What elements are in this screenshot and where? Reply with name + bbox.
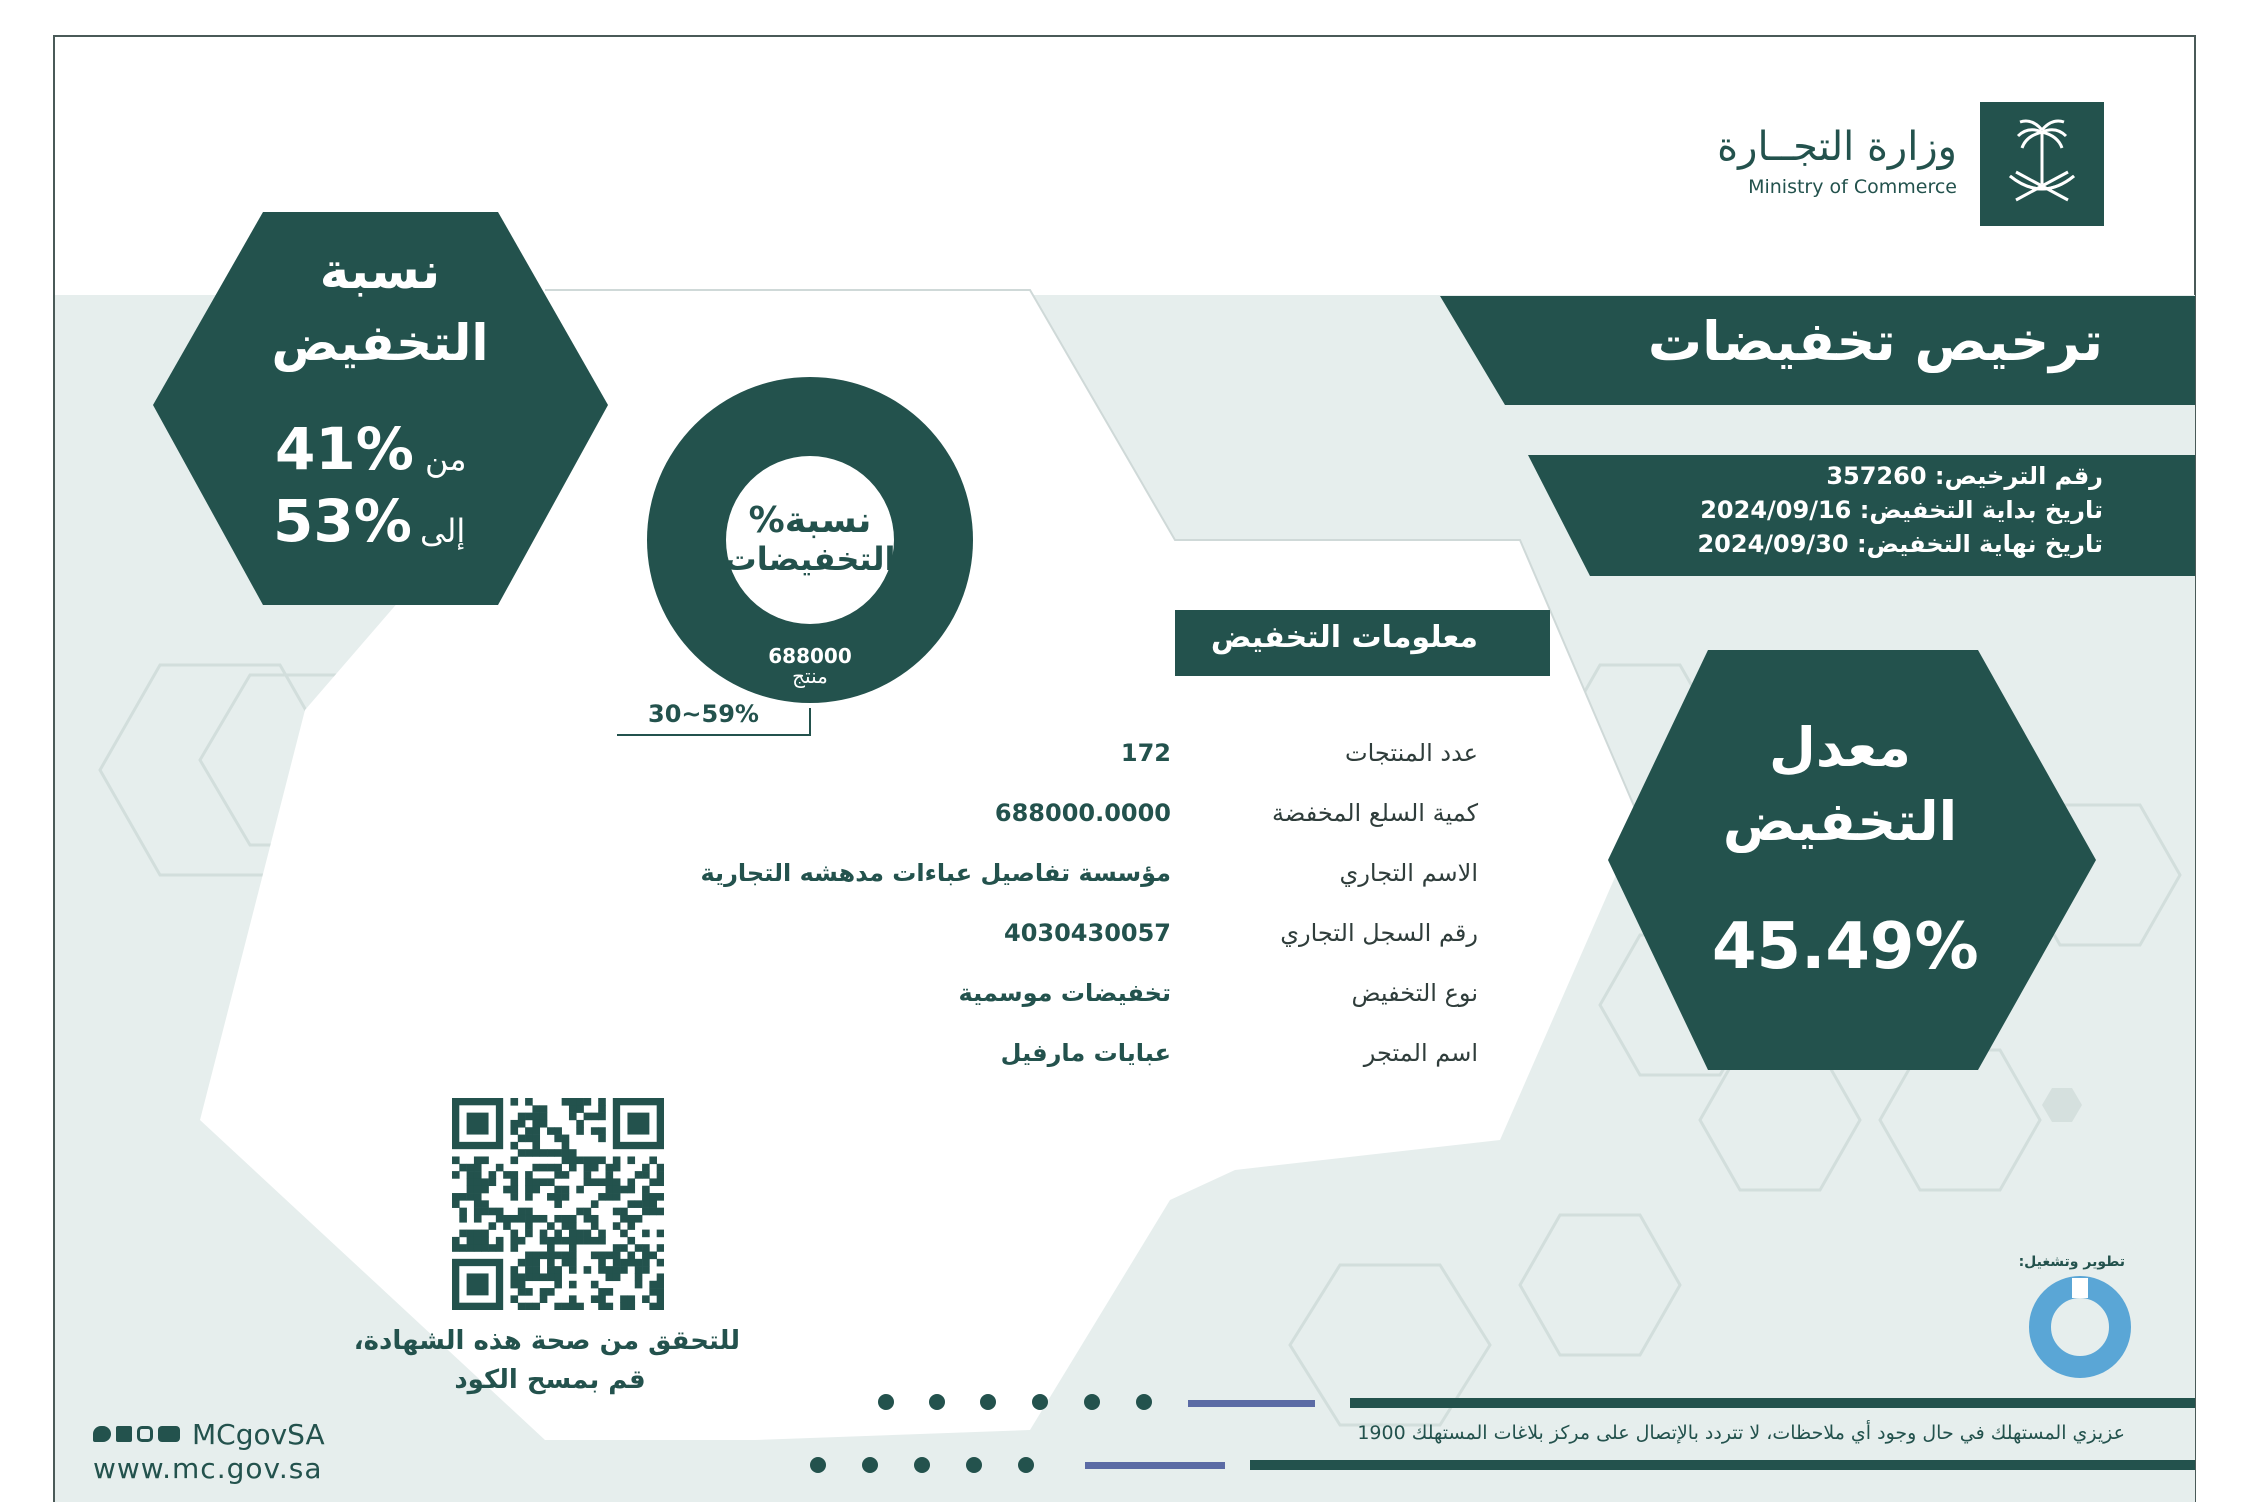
info-row-value: عبايات مارفيل	[1000, 1039, 1171, 1067]
info-row-label: كمية السلع المخفضة	[1272, 799, 1478, 827]
ratio-from-value: 41%	[275, 415, 414, 483]
license-end-value: 2024/09/30	[1697, 530, 1849, 558]
info-row-value: 688000.0000	[994, 799, 1171, 827]
info-row-value: تخفيضات موسمية	[958, 979, 1171, 1007]
info-header: معلومات التخفيض	[1210, 620, 1478, 655]
license-start-value: 2024/09/16	[1700, 496, 1852, 524]
license-start-date	[1700, 496, 2103, 524]
donut-center-line1: نسبة%	[748, 500, 872, 541]
info-row-label: عدد المنتجات	[1345, 739, 1478, 767]
website-link[interactable]: www.mc.gov.sa	[93, 1452, 323, 1485]
info-row-label: اسم المتجر	[1363, 1039, 1478, 1067]
info-row-value: 172	[1120, 739, 1171, 767]
donut-center-line2: التخفيضات	[724, 540, 896, 578]
license-title: ترخيص تخفيضات	[1647, 310, 2103, 373]
average-value: 45.49%	[1712, 910, 1979, 984]
average-title-line1: معدل	[1769, 716, 1911, 779]
ministry-name-ar: وزارة التجــارة	[1717, 124, 1957, 170]
footer-line-top-blue	[1188, 1400, 1315, 1407]
footer-line-top-green	[1350, 1398, 2195, 1408]
ministry-emblem	[1980, 102, 2104, 226]
info-row-value: 4030430057	[1004, 919, 1171, 947]
license-end-label: تاريخ نهاية التخفيض:	[1856, 530, 2103, 558]
qr-caption-line2: قم بمسح الكود	[454, 1365, 646, 1395]
qr-code[interactable]	[452, 1098, 664, 1310]
social-handle[interactable]: MCgovSA	[192, 1418, 325, 1451]
info-row-label: رقم السجل التجاري	[1280, 919, 1478, 947]
average-title-line2: التخفيض	[1722, 790, 1958, 853]
info-row-value: مؤسسة تفاصيل عباءات مدهشه التجارية	[700, 859, 1171, 887]
facebook-icon[interactable]	[116, 1426, 132, 1442]
license-number-label: رقم الترخيص:	[1934, 462, 2103, 490]
twitter-icon[interactable]	[93, 1426, 111, 1442]
social-icons	[93, 1423, 180, 1445]
ratio-to-value: 53%	[273, 487, 412, 555]
developer-label: تطوير وتشغيل:	[2018, 1254, 2125, 1270]
info-row-label: الاسم التجاري	[1339, 859, 1478, 887]
footer-line-bottom-green	[1250, 1460, 2195, 1470]
donut-range-label: 30~59%	[648, 700, 759, 728]
ratio-title-line1: نسبة	[319, 242, 441, 300]
instagram-icon[interactable]	[137, 1426, 153, 1442]
ratio-to-label: إلى	[420, 512, 466, 550]
consumer-notice: عزيزي المستهلك في حال وجود أي ملاحظات، لا تتردد بالإتصال على مركز بلاغات المستهلك 1900	[1357, 1422, 2125, 1444]
qr-caption-line1: للتحقق من صحة هذه الشهادة،	[353, 1326, 740, 1356]
ratio-title-line2: التخفيض	[271, 314, 489, 372]
ministry-name-en: Ministry of Commerce	[1748, 176, 1957, 198]
info-row-label: نوع التخفيض	[1351, 979, 1478, 1007]
license-number-value: 357260	[1826, 462, 1927, 490]
footer-line-bottom-blue	[1085, 1462, 1225, 1469]
license-start-label: تاريخ بداية التخفيض:	[1859, 496, 2103, 524]
donut-count-value: 688000	[768, 644, 852, 668]
ratio-from-label: من	[425, 440, 467, 478]
youtube-icon[interactable]	[158, 1426, 180, 1442]
license-number	[1826, 462, 2103, 490]
license-end-date	[1697, 530, 2103, 558]
palm-swords-icon	[1980, 102, 2104, 226]
donut-count-unit: منتج	[792, 664, 828, 688]
